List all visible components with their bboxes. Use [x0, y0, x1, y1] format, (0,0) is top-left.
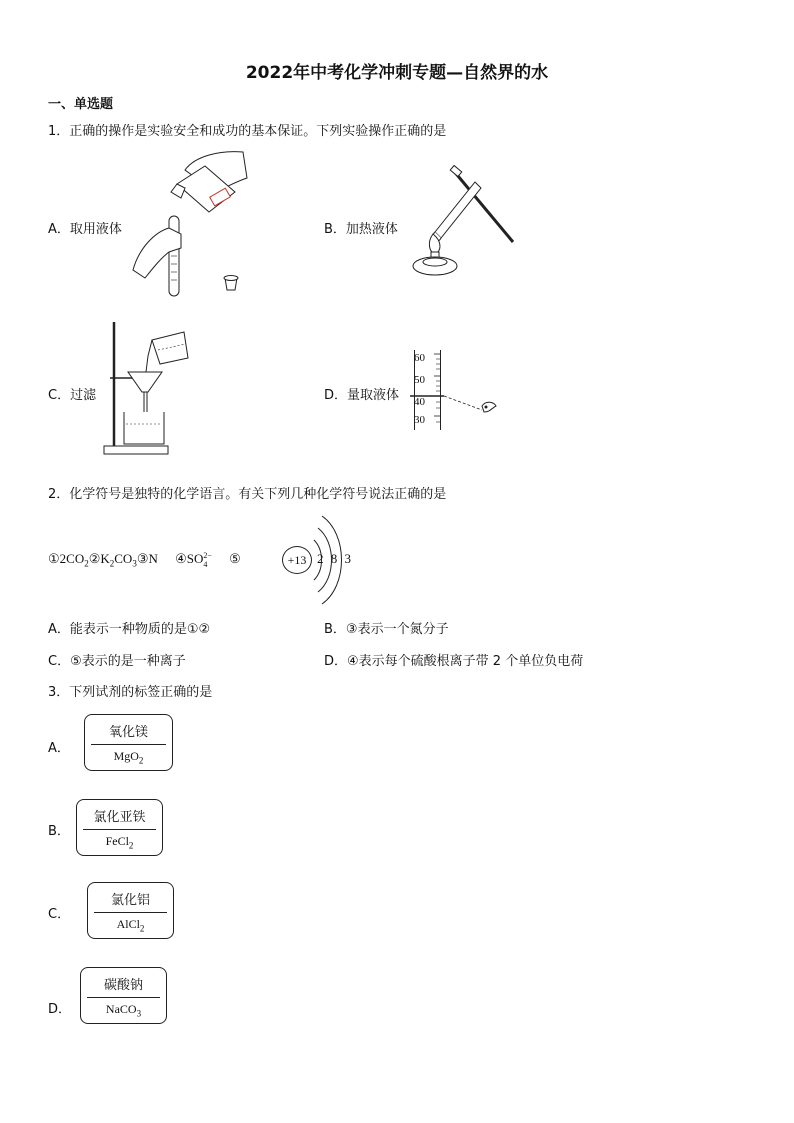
symbol-5-number: ⑤: [229, 551, 241, 566]
filtration-illustration: [100, 320, 200, 460]
reagent-formula-subscript: 2: [139, 923, 145, 934]
q1-option-a[interactable]: A．取用液体: [48, 222, 122, 237]
question-1-stem: 1．正确的操作是实验安全和成功的基本保证。下列实验操作正确的是: [48, 124, 447, 139]
question-3-stem: 3．下列试剂的标签正确的是: [48, 685, 213, 700]
symbol-2-part-a: K: [100, 551, 110, 566]
symbol-2-subscript-b: 3: [132, 558, 137, 569]
q2-option-a[interactable]: A．能表示一种物质的是①②: [48, 622, 211, 637]
tick-60: 60: [414, 352, 425, 364]
section-heading: 一、单选题: [48, 97, 114, 112]
pouring-liquid-illustration: [125, 148, 255, 298]
q3-option-d-label[interactable]: [80, 967, 167, 1024]
reagent-name: 氯化铝: [110, 893, 150, 908]
electron-shell-arcs: [300, 512, 360, 604]
page-title: 2022年中考化学冲刺专题—自然界的水: [245, 63, 549, 83]
tick-30: 30: [414, 414, 425, 426]
q3-option-a-label[interactable]: [84, 714, 173, 771]
reagent-name: 碳酸钠: [103, 978, 143, 993]
symbol-1: 2CO: [59, 551, 85, 566]
q3-option-b-label[interactable]: [76, 799, 163, 856]
question-2-stem: 2．化学符号是独特的化学语言。有关下列几种化学符号说法正确的是: [48, 487, 447, 502]
q1-option-b[interactable]: B．加热液体: [324, 222, 398, 237]
q3-option-b-letter[interactable]: B．: [48, 824, 70, 839]
reagent-formula-subscript: 2: [128, 840, 134, 851]
q1-option-c[interactable]: C．过滤: [48, 388, 97, 403]
symbol-2-subscript-a: 2: [109, 558, 115, 569]
q2-option-c[interactable]: C．⑤表示的是一种离子: [48, 654, 186, 669]
reagent-formula-subscript: 3: [136, 1008, 142, 1019]
q3-option-c-label[interactable]: [87, 882, 174, 939]
q2-option-d[interactable]: D．④表示每个硫酸根离子带 2 个单位负电荷: [324, 654, 584, 669]
reagent-formula: NaCO: [105, 1002, 137, 1016]
symbol-2-part-b: CO: [114, 551, 133, 566]
chemical-symbols-row: [48, 551, 241, 569]
reagent-formula: FeCl: [105, 834, 129, 848]
reagent-formula: AlCl: [116, 917, 140, 931]
reagent-name: 氧化镁: [108, 725, 148, 740]
reagent-name: 氯化亚铁: [93, 810, 146, 825]
symbol-4-subscript: 4: [203, 560, 208, 570]
symbol-1-subscript: 2: [84, 558, 89, 569]
q3-option-a-letter[interactable]: A．: [48, 741, 70, 756]
symbol-3-number: ③: [136, 551, 149, 566]
symbol-1-number: ①: [48, 551, 60, 566]
heating-liquid-illustration: [405, 162, 520, 277]
q3-option-d-letter[interactable]: D．: [48, 1002, 72, 1017]
reagent-formula: MgO: [113, 749, 139, 763]
nucleus-charge: +13: [287, 553, 307, 567]
q1-option-d[interactable]: D．量取液体: [324, 388, 400, 403]
q3-option-c-letter[interactable]: C．: [48, 907, 71, 922]
tick-40: 40: [414, 396, 425, 408]
electron-shells-text: 2 8 3: [317, 551, 353, 566]
q2-option-b[interactable]: B．③表示一个氮分子: [324, 622, 449, 637]
symbol-4-number: ④: [175, 551, 187, 566]
reagent-formula-subscript: 2: [138, 755, 144, 766]
cylinder-scale-and-eye: [410, 350, 510, 434]
tick-50: 50: [414, 374, 425, 386]
symbol-4: SO: [186, 551, 204, 566]
symbol-4-superscript: 2−: [203, 551, 212, 561]
symbol-3: N: [148, 551, 158, 566]
symbol-2-number: ②: [88, 551, 101, 566]
